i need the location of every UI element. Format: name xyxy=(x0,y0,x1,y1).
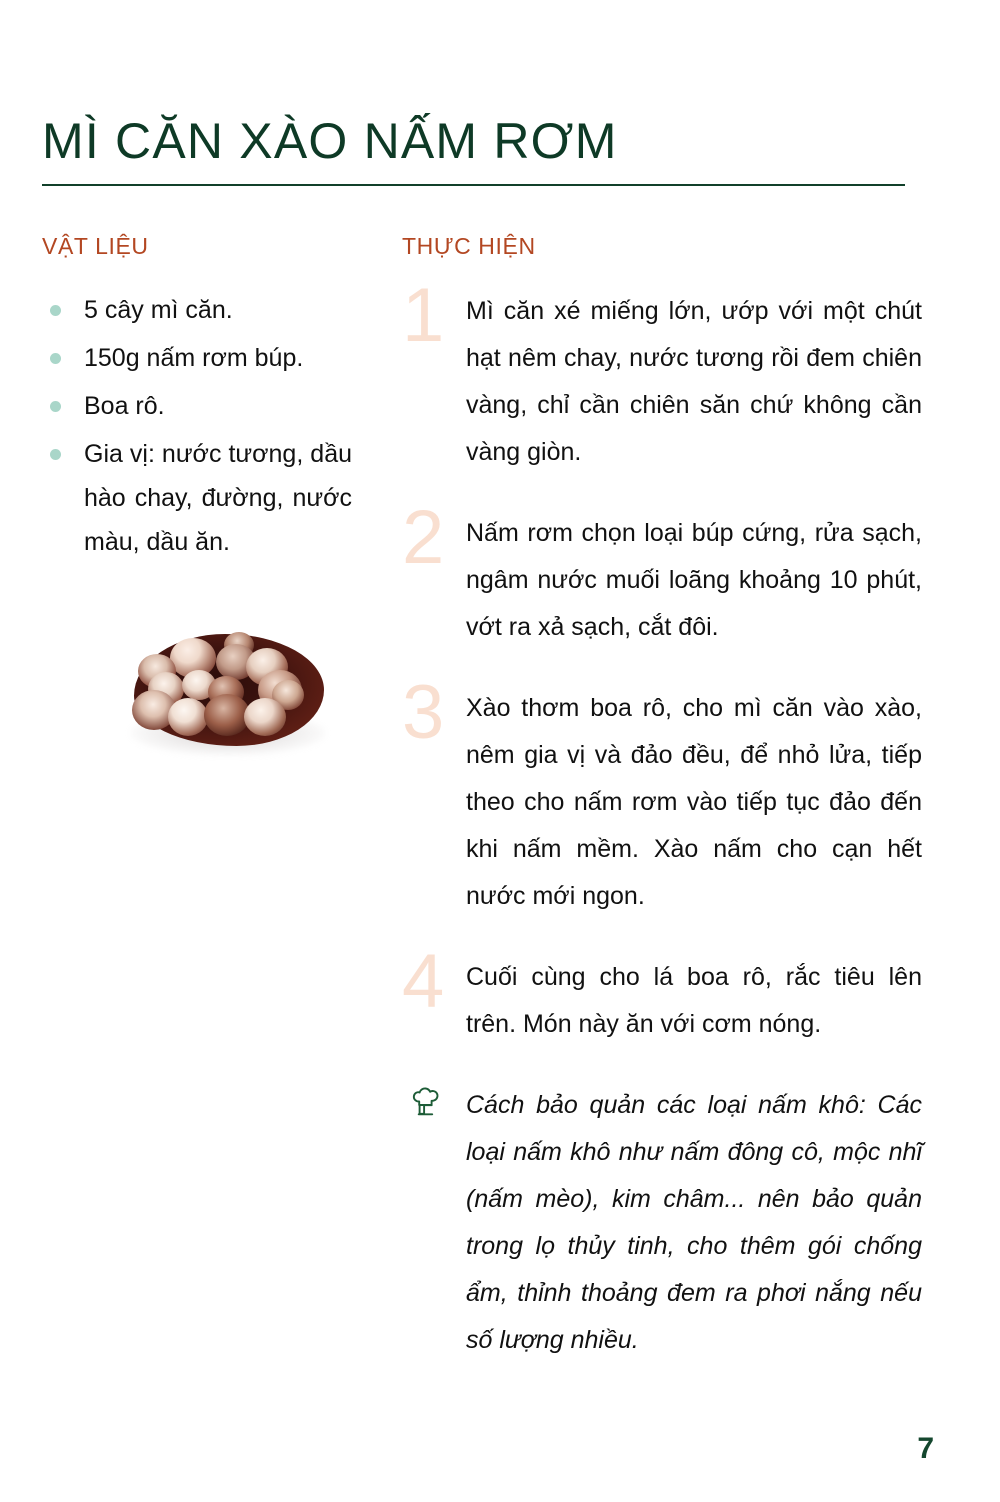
title-block xyxy=(42,112,910,186)
mushroom-photo-image xyxy=(112,618,344,776)
list-item xyxy=(42,384,352,428)
bullet-icon xyxy=(50,401,61,412)
page-title: MÌ CĂN XÀO NẤM RƠM xyxy=(42,113,618,169)
ingredient-text: 150g nấm rơm búp. xyxy=(84,344,304,372)
bullet-icon xyxy=(50,353,61,364)
page-number: 7 xyxy=(917,1432,934,1465)
tip-text: Cách bảo quản các loại nấm khô: Các loại nấm khô như nấm đông cô, mộc nhĩ (nấm mèo), kim châm... nên bảo quản trong lọ thủy tinh, cho thêm gói chống ẩm, thỉnh thoảng đem ra phơi nắng nếu số lượng nhiều. xyxy=(466,1091,922,1354)
step-number: 2 xyxy=(402,495,445,580)
list-item xyxy=(42,432,352,564)
step-number: 3 xyxy=(402,670,445,755)
mushroom-cap xyxy=(168,698,208,736)
step-text: Mì căn xé miếng lớn, ướp với một chút hạt nêm chay, nước tương rồi đem chiên vàng, chỉ cần chiên săn chứ không cần vàng giòn. xyxy=(466,297,922,466)
list-item xyxy=(42,288,352,332)
instructions-heading: THỰC HIỆN xyxy=(402,233,536,259)
bullet-icon xyxy=(50,449,61,460)
chef-hat-icon xyxy=(410,1086,444,1120)
step-item xyxy=(402,495,922,651)
ingredient-text: 5 cây mì căn. xyxy=(84,296,233,324)
content-columns xyxy=(42,232,922,1364)
list-item xyxy=(42,336,352,380)
step-text: Cuối cùng cho lá boa rô, rắc tiêu lên trên. Món này ăn với cơm nóng. xyxy=(466,963,922,1038)
step-text: Nấm rơm chọn loại búp cứng, rửa sạch, ngâm nước muối loãng khoảng 10 phút, vớt ra xả sạch, cắt đôi. xyxy=(466,519,922,641)
mushroom-photo xyxy=(112,618,344,776)
step-item xyxy=(402,273,922,476)
step-number: 4 xyxy=(402,939,445,1024)
ingredients-heading: VẬT LIỆU xyxy=(42,233,149,259)
step-text: Xào thơm boa rô, cho mì căn vào xào, nêm gia vị và đảo đều, để nhỏ lửa, tiếp theo cho nấm rơm vào tiếp tục đảo đến khi nấm mềm. Xào nấm cho cạn hết nước mới ngon. xyxy=(466,694,922,910)
tip-note xyxy=(402,1082,922,1364)
ingredient-text: Boa rô. xyxy=(84,392,165,420)
ingredients-list xyxy=(42,288,402,564)
step-item xyxy=(402,939,922,1048)
ingredients-column xyxy=(42,232,402,568)
instructions-column xyxy=(402,232,922,1364)
steps-list xyxy=(402,273,922,1364)
title-divider xyxy=(42,184,905,186)
bullet-icon xyxy=(50,305,61,316)
ingredient-text: Gia vị: nước tương, dầu hào chay, đường, nước màu, dầu ăn. xyxy=(84,440,352,556)
step-item xyxy=(402,670,922,920)
step-number: 1 xyxy=(402,273,445,358)
mushroom-cap xyxy=(244,698,286,736)
